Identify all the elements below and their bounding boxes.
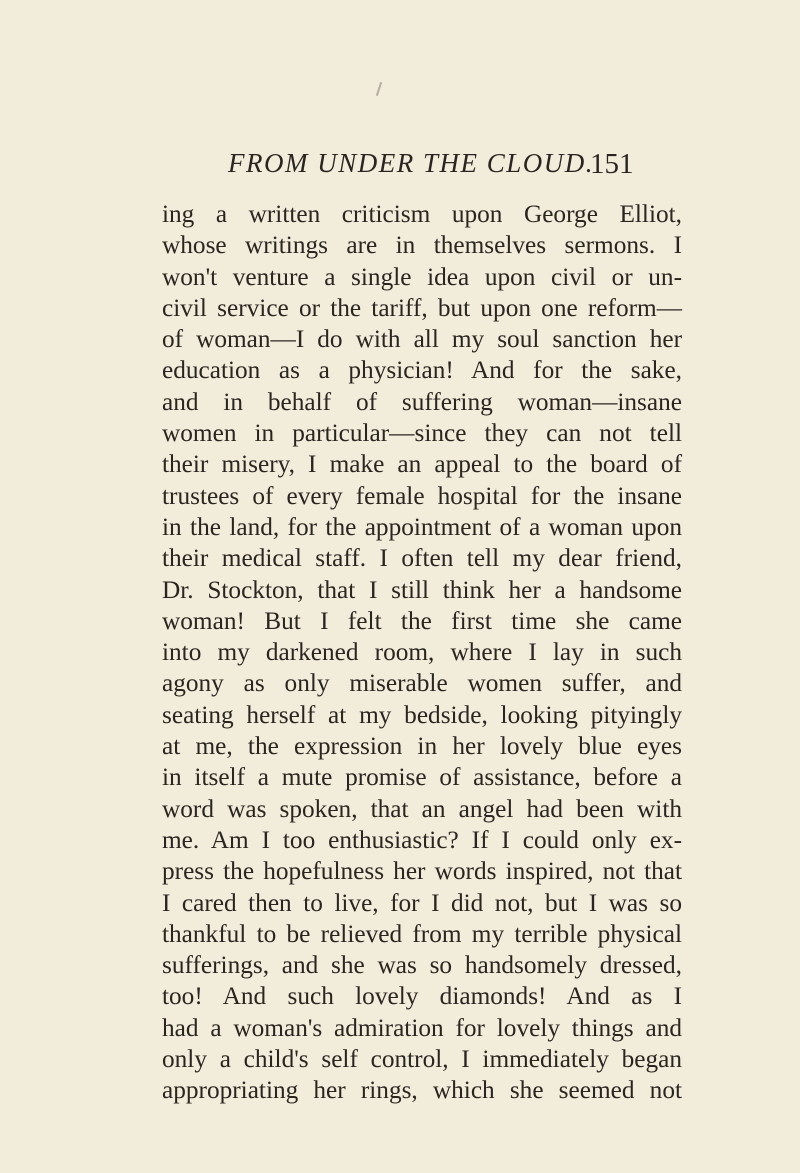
text-line: I cared then to live, for I did not, but I was so [162,888,682,917]
text-line: and in behalf of suffering woman—insane [162,387,682,416]
text-line: trustees of every female hospital for the insane [162,481,682,510]
page-header [228,148,658,182]
text-line: education as a physician! And for the sake, [162,356,682,385]
text-line: in itself a mute promise of assistance, before a [162,763,682,792]
text-line: Dr. Stockton, that I still think her a handsome [162,575,682,604]
body-text [162,199,682,1107]
text-line: thankful to be relieved from my terrible physical [162,919,682,948]
text-line: seating herself at my bedside, looking pityingly [162,700,682,729]
paper-speck [376,82,382,96]
text-line: had a woman's admiration for lovely things and [162,1013,682,1042]
text-line: ing a written criticism upon George Elliot, [162,200,682,228]
text-line: too! And such lovely diamonds! And as I [162,982,682,1011]
text-line: me. Am I too enthusiastic? If I could only ex- [162,825,682,854]
text-line: sufferings, and she was so handsomely dressed, [162,951,682,980]
text-line: whose writings are in themselves sermons. I [162,231,682,260]
text-line: appropriating her rings, which she seemed not [162,1076,682,1105]
text-line: word was spoken, that an angel had been with [162,794,682,823]
text-line: their misery, I make an appeal to the board of [162,450,682,479]
text-line: women in particular—since they can not tell [162,419,682,448]
text-line: only a child's self control, I immediately began [162,1045,682,1074]
text-line: of woman—I do with all my soul sanction her [162,325,682,354]
text-line: won't venture a single idea upon civil or un- [162,262,682,291]
text-line: at me, the expression in her lovely blue eyes [162,732,682,761]
text-line: agony as only miserable women suffer, and [162,669,682,698]
text-line: press the hopefulness her words inspired, not that [162,857,682,886]
text-line: woman! But I felt the first time she came [162,606,682,635]
text-line: in the land, for the appointment of a woman upon [162,512,682,541]
text-line: their medical staff. I often tell my dear friend, [162,544,682,573]
running-head: FROM UNDER THE CLOUD. [228,148,594,178]
text-line: civil service or the tariff, but upon one reform— [162,293,682,322]
text-line: into my darkened room, where I lay in such [162,638,682,667]
page-number: 151 [590,148,634,180]
